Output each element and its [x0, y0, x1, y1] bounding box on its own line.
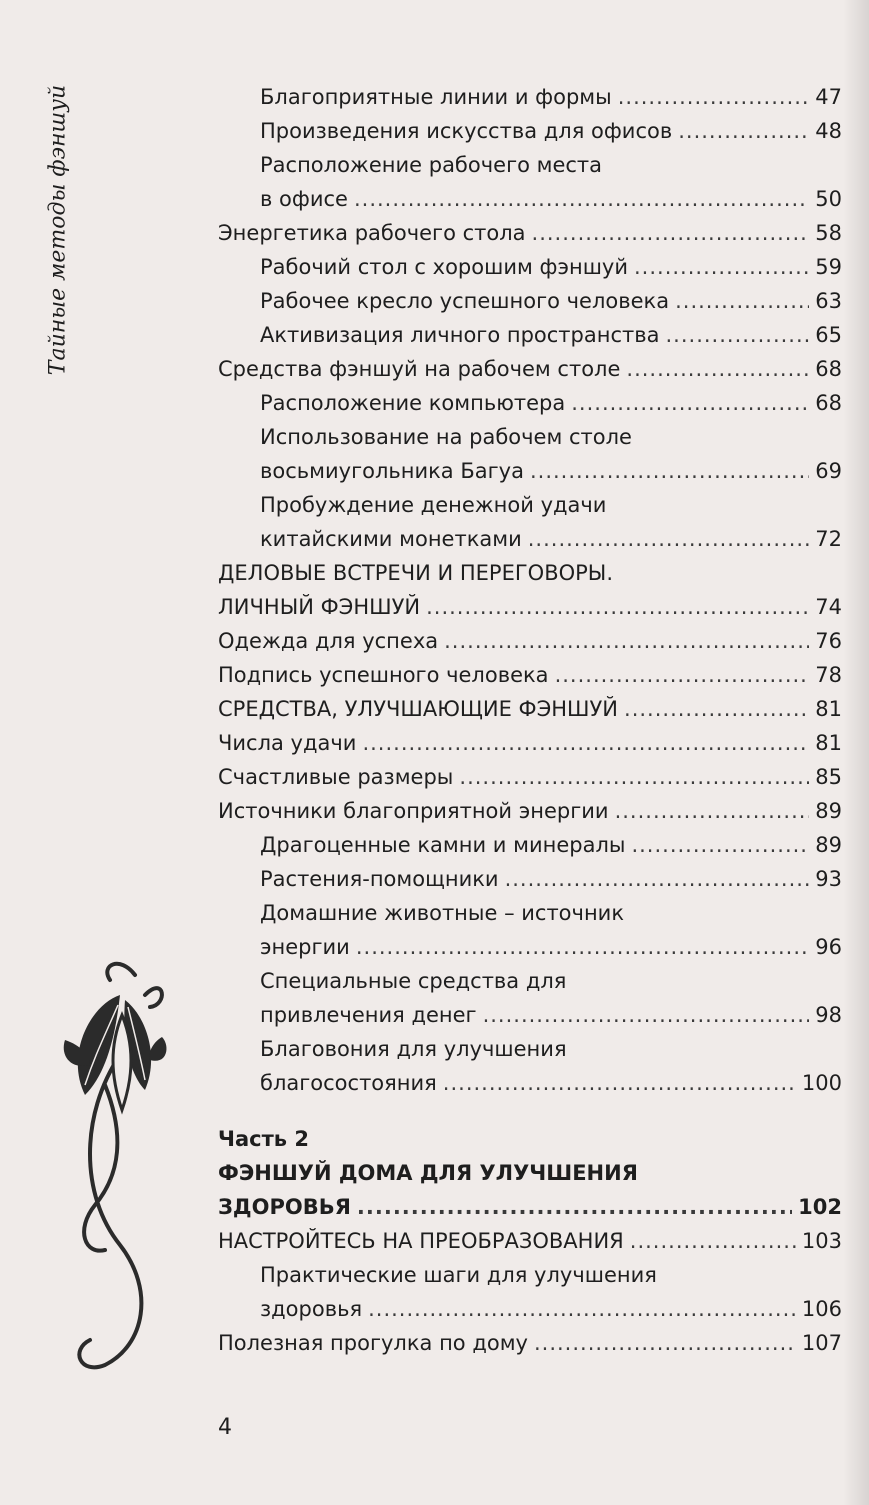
- toc-leader-dots: [357, 1190, 792, 1224]
- toc-entry-page: 74: [815, 595, 842, 619]
- toc-entry[interactable]: [218, 386, 842, 420]
- toc-entry-title: Средства фэншуй на рабочем столе: [218, 357, 621, 381]
- toc-entry-page: 100: [801, 1071, 842, 1095]
- toc-entry-title: привлечения денег: [260, 1003, 477, 1027]
- toc-leader-dots: [426, 590, 809, 624]
- toc-entry-page: 47: [815, 85, 842, 109]
- toc-leader-dots: [368, 1292, 796, 1326]
- toc-entry-page: 96: [815, 935, 842, 959]
- toc-entry-title: Часть 2: [218, 1127, 309, 1151]
- toc-entry-title: в офисе: [260, 187, 348, 211]
- toc-entry-title: Произведения искусства для офисов: [260, 119, 673, 143]
- toc-entry[interactable]: [218, 250, 842, 284]
- toc-entry-title: Рабочее кресло успешного человека: [260, 289, 670, 313]
- toc-entry[interactable]: [218, 284, 842, 318]
- toc-entry-title: благосостояния: [260, 1071, 437, 1095]
- toc-entry[interactable]: [218, 80, 842, 114]
- toc-entry-title: ЗДОРОВЬЯ: [218, 1195, 351, 1219]
- toc-leader-dots: [530, 454, 809, 488]
- toc-leader-dots: [459, 760, 809, 794]
- toc-leader-dots: [626, 352, 809, 386]
- toc-entry-title: Одежда для успеха: [218, 629, 439, 653]
- toc-entry[interactable]: [218, 964, 842, 998]
- toc-leader-dots: [678, 114, 809, 148]
- toc-entry-page: 78: [815, 663, 842, 687]
- toc-entry-page: 68: [815, 357, 842, 381]
- toc-entry[interactable]: [218, 590, 842, 624]
- toc-entry[interactable]: [218, 760, 842, 794]
- toc-leader-dots: [634, 250, 809, 284]
- toc-leader-dots: [675, 284, 809, 318]
- toc-entry-title: Растения-помощники: [260, 867, 499, 891]
- toc-entry[interactable]: [218, 998, 842, 1032]
- toc-entry-page: 48: [815, 119, 842, 143]
- toc-leader-dots: [615, 794, 810, 828]
- toc-entry-page: 89: [815, 799, 842, 823]
- toc-entry[interactable]: [218, 658, 842, 692]
- toc-leader-dots: [666, 318, 810, 352]
- toc-entry-page: 72: [815, 527, 842, 551]
- toc-entry[interactable]: [218, 148, 842, 182]
- toc-leader-dots: [443, 1066, 796, 1100]
- toc-entry-title: энергии: [260, 935, 350, 959]
- toc-entry[interactable]: [218, 1326, 842, 1360]
- toc-entry[interactable]: [218, 930, 842, 964]
- toc-entry-title: НАСТРОЙТЕСЬ НА ПРЕОБРАЗОВАНИЯ: [218, 1229, 624, 1253]
- toc-leader-dots: [528, 522, 810, 556]
- running-head: Тайные методы фэншуй: [45, 84, 71, 376]
- toc-entry[interactable]: [218, 726, 842, 760]
- page-number: 4: [218, 1415, 232, 1440]
- toc-entry-title: китайскими монетками: [260, 527, 522, 551]
- toc-leader-dots: [630, 1224, 796, 1258]
- toc-entry[interactable]: [218, 1258, 842, 1292]
- toc-entry-title: Благоприятные линии и формы: [260, 85, 612, 109]
- toc-leader-dots: [356, 930, 809, 964]
- toc-entry-title: Подпись успешного человека: [218, 663, 549, 687]
- toc-entry-page: 93: [815, 867, 842, 891]
- toc-leader-dots: [618, 80, 810, 114]
- toc-leader-dots: [631, 828, 809, 862]
- toc-entry-page: 50: [815, 187, 842, 211]
- toc-entry[interactable]: [218, 352, 842, 386]
- toc-entry[interactable]: [218, 1292, 842, 1326]
- toc-entry-page: 58: [815, 221, 842, 245]
- toc-entry-page: 98: [815, 1003, 842, 1027]
- toc-entry-title: ЛИЧНЫЙ ФЭНШУЙ: [218, 595, 421, 619]
- toc-entry-page: 69: [815, 459, 842, 483]
- toc-leader-dots: [354, 182, 809, 216]
- toc-entry-page: 63: [815, 289, 842, 313]
- toc-entry-page: 85: [815, 765, 842, 789]
- toc-entry-title: Энергетика рабочего стола: [218, 221, 526, 245]
- toc-entry-title: Практические шаги для улучшения: [260, 1263, 657, 1287]
- toc-entry-title: здоровья: [260, 1297, 363, 1321]
- page-gutter-shadow: [843, 0, 869, 1505]
- toc-entry-title: ДЕЛОВЫЕ ВСТРЕЧИ И ПЕРЕГОВОРЫ.: [218, 561, 614, 585]
- toc-leader-dots: [624, 692, 809, 726]
- toc-leader-dots: [532, 216, 810, 250]
- toc-entry-title: Расположение рабочего места: [260, 153, 603, 177]
- toc-entry[interactable]: [218, 896, 842, 930]
- toc-leader-dots: [505, 862, 810, 896]
- toc-entry-title: ФЭНШУЙ ДОМА ДЛЯ УЛУЧШЕНИЯ: [218, 1161, 638, 1185]
- toc-entry-page: 59: [815, 255, 842, 279]
- toc-entry[interactable]: [218, 420, 842, 454]
- toc-entry[interactable]: [218, 828, 842, 862]
- toc-entry-title: Домашние животные – источник: [260, 901, 625, 925]
- toc-entry-page: 107: [801, 1331, 842, 1355]
- toc-entry-title: Активизация личного пространства: [260, 323, 660, 347]
- toc-entry-title: Полезная прогулка по дому: [218, 1331, 528, 1355]
- toc-gap: [218, 1100, 842, 1122]
- toc-entry[interactable]: [218, 114, 842, 148]
- toc-entry-title: Расположение компьютера: [260, 391, 566, 415]
- table-of-contents: [218, 80, 842, 1360]
- toc-entry[interactable]: [218, 862, 842, 896]
- toc-leader-dots: [571, 386, 809, 420]
- toc-entry-page: 102: [798, 1195, 842, 1219]
- toc-entry[interactable]: [218, 1224, 842, 1258]
- toc-entry[interactable]: [218, 1156, 842, 1190]
- toc-leader-dots: [555, 658, 810, 692]
- toc-entry-title: Числа удачи: [218, 731, 357, 755]
- toc-entry[interactable]: [218, 1122, 842, 1156]
- toc-entry[interactable]: [218, 182, 842, 216]
- toc-entry[interactable]: [218, 1066, 842, 1100]
- toc-entry-page: 81: [815, 731, 842, 755]
- toc-entry-title: СРЕДСТВА, УЛУЧШАЮЩИЕ ФЭНШУЙ: [218, 697, 619, 721]
- toc-entry-page: 81: [815, 697, 842, 721]
- toc-entry[interactable]: [218, 488, 842, 522]
- toc-entry[interactable]: [218, 522, 842, 556]
- toc-entry-title: восьмиугольника Багуа: [260, 459, 524, 483]
- toc-leader-dots: [534, 1326, 796, 1360]
- toc-leader-dots: [483, 998, 810, 1032]
- toc-leader-dots: [362, 726, 809, 760]
- toc-entry[interactable]: [218, 318, 842, 352]
- toc-entry-page: 65: [815, 323, 842, 347]
- toc-entry[interactable]: [218, 794, 842, 828]
- toc-entry-title: Благовония для улучшения: [260, 1037, 567, 1061]
- toc-entry-page: 89: [815, 833, 842, 857]
- toc-entry-page: 76: [815, 629, 842, 653]
- toc-entry[interactable]: [218, 1032, 842, 1066]
- toc-entry[interactable]: [218, 624, 842, 658]
- toc-entry[interactable]: [218, 556, 842, 590]
- toc-entry[interactable]: [218, 454, 842, 488]
- toc-entry-page: 103: [801, 1229, 842, 1253]
- toc-entry[interactable]: [218, 692, 842, 726]
- toc-entry-title: Рабочий стол с хорошим фэншуй: [260, 255, 628, 279]
- toc-entry-page: 106: [801, 1297, 842, 1321]
- toc-entry-title: Использование на рабочем столе: [260, 425, 632, 449]
- toc-entry[interactable]: [218, 1190, 842, 1224]
- toc-entry-title: Драгоценные камни и минералы: [260, 833, 626, 857]
- toc-entry-page: 68: [815, 391, 842, 415]
- toc-entry-title: Специальные средства для: [260, 969, 567, 993]
- toc-entry-title: Пробуждение денежной удачи: [260, 493, 607, 517]
- toc-entry[interactable]: [218, 216, 842, 250]
- floral-ornament: [50, 945, 170, 1385]
- toc-leader-dots: [444, 624, 809, 658]
- toc-entry-title: Источники благоприятной энергии: [218, 799, 609, 823]
- toc-entry-title: Счастливые размеры: [218, 765, 454, 789]
